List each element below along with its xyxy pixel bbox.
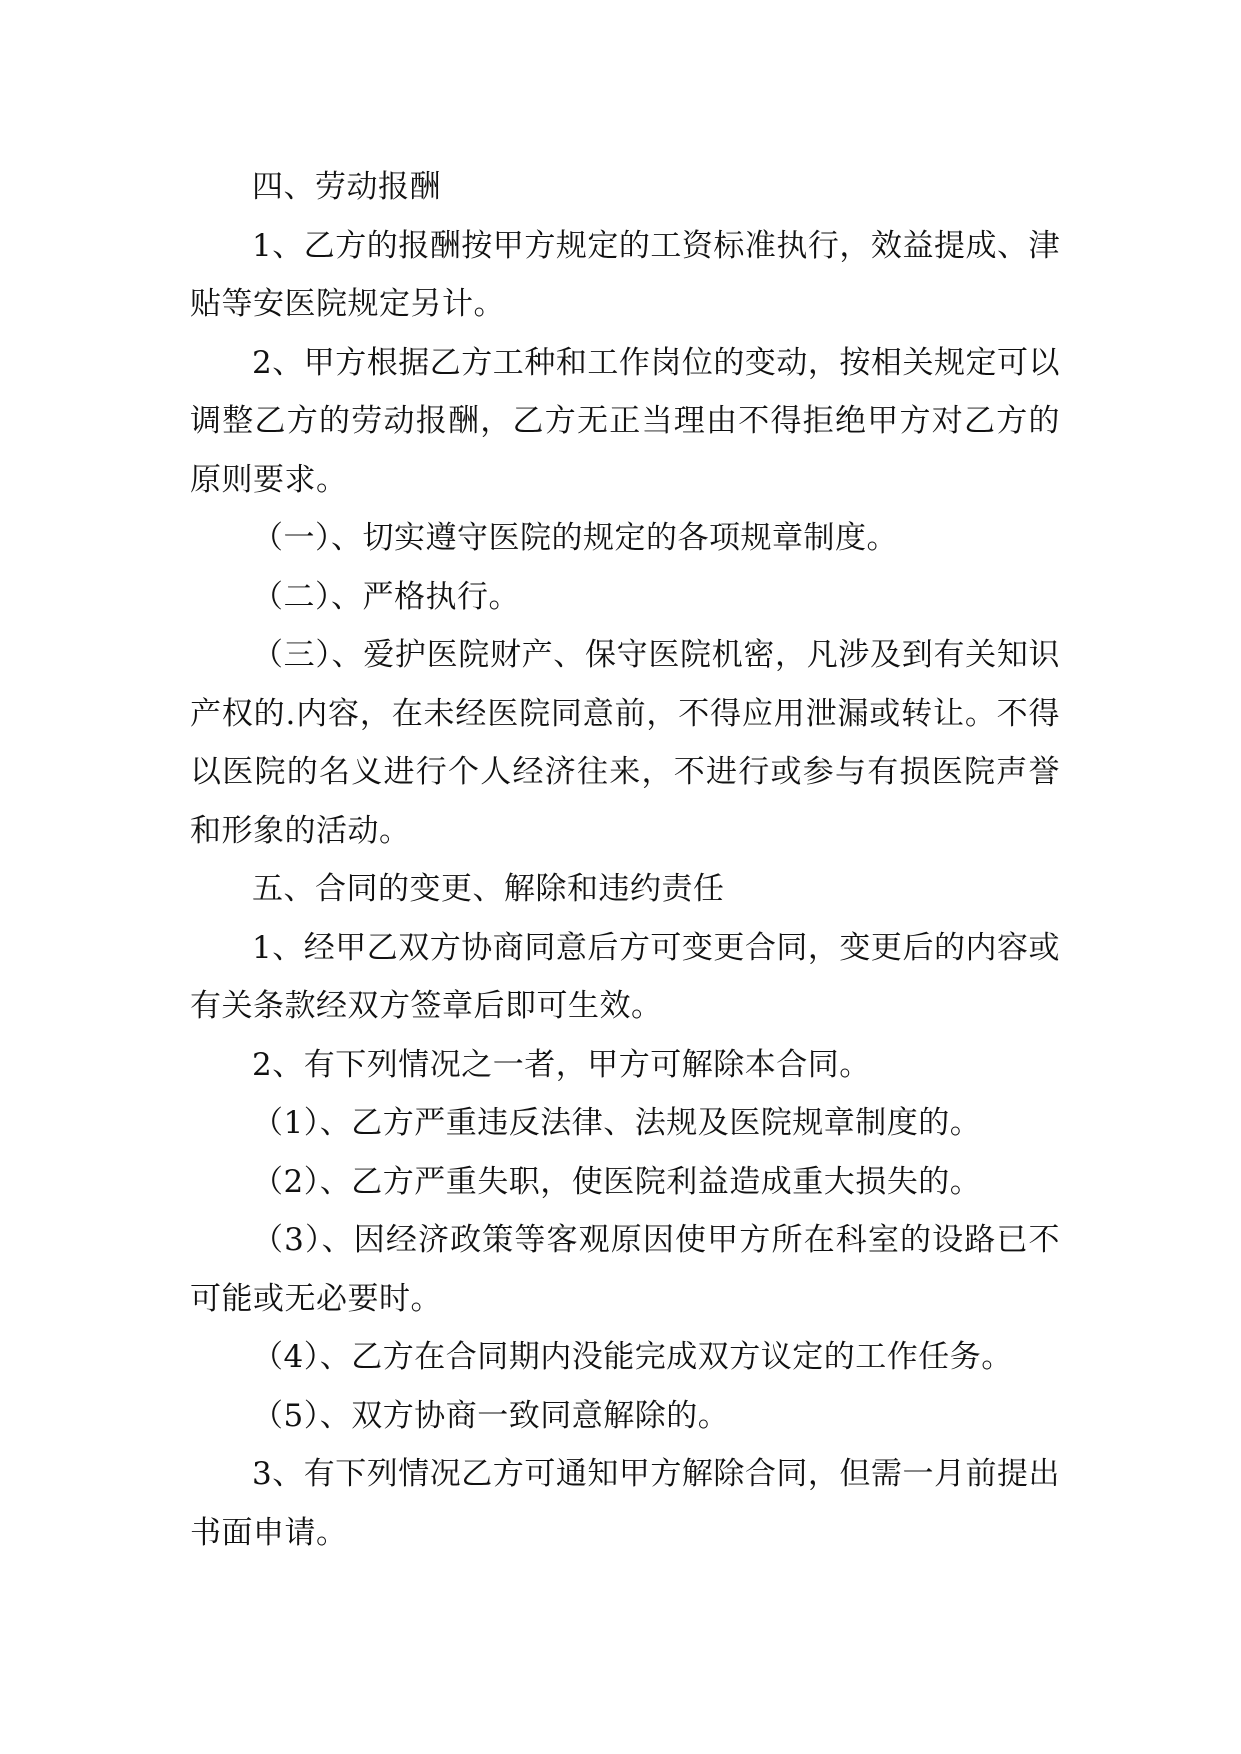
paragraph-pay-adjustment: 2、甲方根据乙方工种和工作岗位的变动，按相关规定可以调整乙方的劳动报酬，乙方无正当理由不得拒绝甲方对乙方的原则要求。 [190, 344, 1060, 498]
paragraph-termination-case-2: （2）、乙方严重失职，使医院利益造成重大损失的。 [252, 1163, 982, 1200]
paragraph-rule-2: （二）、严格执行。 [252, 578, 520, 615]
paragraph-termination-case-1: （1）、乙方严重违反法律、法规及医院规章制度的。 [252, 1105, 982, 1141]
section-heading-contract-change: 五、合同的变更、解除和违约责任 [252, 871, 725, 907]
paragraph-pay-standard: 1、乙方的报酬按甲方规定的工资标准执行，效益提成、津贴等安医院规定另计。 [190, 227, 1060, 322]
paragraph-termination-case-5: （5）、双方协商一致同意解除的。 [252, 1397, 730, 1434]
paragraph-contract-modify: 1、经甲乙双方协商同意后方可变更合同，变更后的内容或有关条款经双方签章后即可生效。 [190, 929, 1060, 1024]
section-heading-labor-pay: 四、劳动报酬 [252, 169, 441, 205]
paragraph-termination-by-party-b: 3、有下列情况乙方可通知甲方解除合同，但需一月前提出书面申请。 [190, 1456, 1060, 1551]
document-body [190, 158, 1060, 1562]
paragraph-rule-1: （一）、切实遵守医院的规定的各项规章制度。 [252, 520, 898, 556]
paragraph-rule-3: （三）、爱护医院财产、保守医院机密，凡涉及到有关知识产权的.内容，在未经医院同意前，不得应用泄漏或转让。不得以医院的名义进行个人经济往来，不进行或参与有损医院声誉和形象的活动。 [190, 637, 1060, 849]
paragraph-termination-case-3: （3）、因经济政策等客观原因使甲方所在科室的设路已不可能或无必要时。 [190, 1222, 1060, 1317]
paragraph-termination-case-4: （4）、乙方在合同期内没能完成双方议定的工作任务。 [252, 1339, 1013, 1375]
paragraph-termination-by-party-a: 2、有下列情况之一者，甲方可解除本合同。 [252, 1046, 871, 1083]
